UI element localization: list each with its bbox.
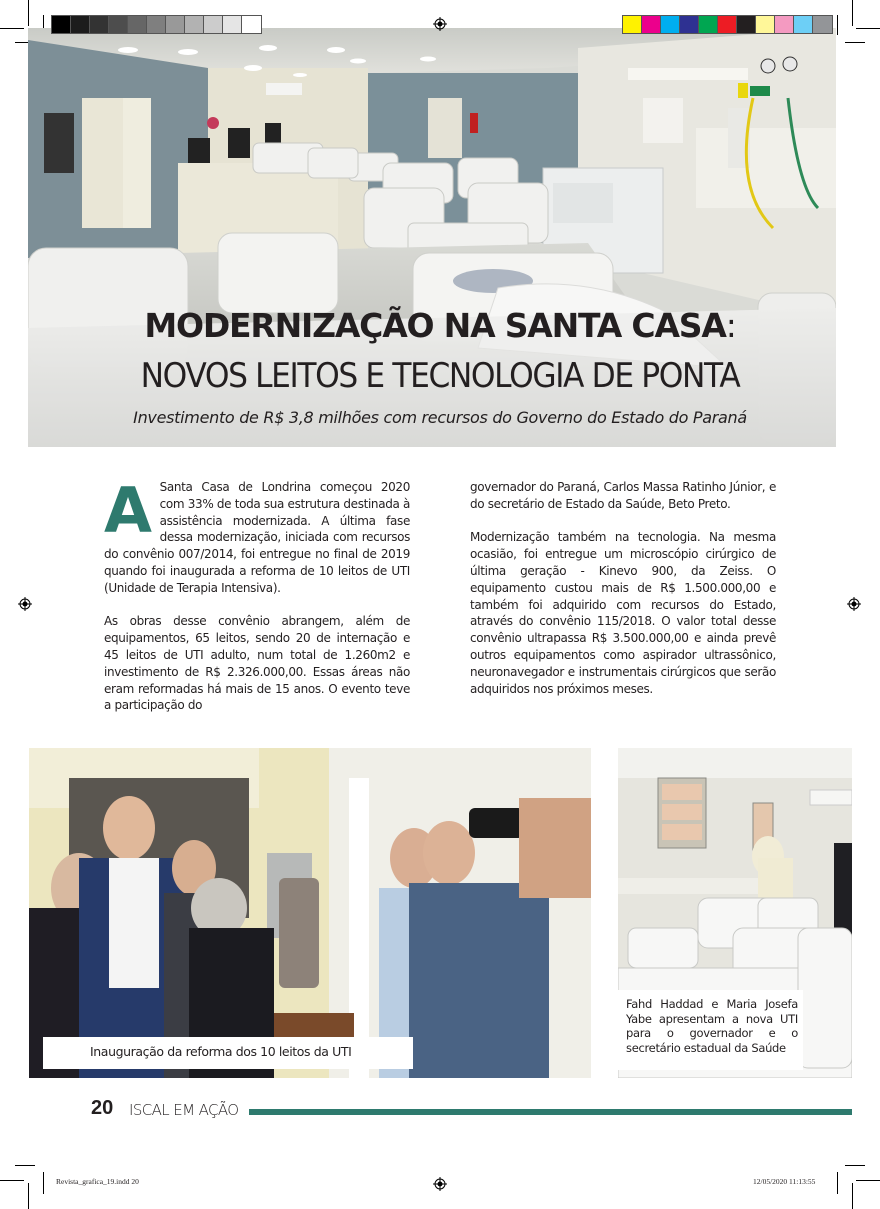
- swatch: [109, 16, 128, 33]
- swatch: [147, 16, 166, 33]
- swatch: [642, 16, 661, 33]
- paragraph: governador do Paraná, Carlos Massa Ratinho Júnior, e do secretário de Estado da Saúde, Beto Preto.: [470, 480, 776, 511]
- swatch: [718, 16, 737, 33]
- registration-mark-icon: [18, 597, 32, 611]
- crop-mark: [852, 1183, 853, 1209]
- page-number: 20: [91, 1097, 114, 1119]
- swatch: [204, 16, 223, 33]
- crop-mark: [845, 42, 865, 43]
- crop-mark: [28, 0, 29, 26]
- swatch: [794, 16, 813, 33]
- crop-mark: [0, 1180, 24, 1181]
- crop-mark: [837, 1172, 838, 1194]
- crop-mark: [28, 1183, 29, 1209]
- inauguration-photo: [29, 748, 591, 1078]
- swatch: [623, 16, 642, 33]
- crop-mark: [0, 28, 24, 29]
- caption-left-box: [43, 1037, 413, 1069]
- crop-mark: [15, 1165, 35, 1166]
- registration-mark-icon: [847, 597, 861, 611]
- footer-accent-rule: [249, 1109, 852, 1115]
- slug-filename: Revista_grafica_19.indd 20: [56, 1177, 139, 1186]
- process-color-bar: [622, 15, 833, 34]
- article-title-colon: :: [725, 306, 736, 345]
- swatch: [661, 16, 680, 33]
- swatch: [242, 16, 261, 33]
- ceremony-illustration: [29, 748, 591, 1078]
- swatch: [52, 16, 71, 33]
- crop-mark: [43, 1172, 44, 1194]
- swatch: [185, 16, 204, 33]
- paragraph: As obras desse convênio abrangem, além de equipamentos, 65 leitos, sendo 20 de internação e 45 leitos de UTI adulto, num total de 1.260m2 e investimento de R$ 2.326.000,00. Essas áreas não eram reformadas há mais de 15 anos. O evento teve a participação do: [104, 614, 410, 713]
- swatch: [813, 16, 832, 33]
- swatch: [756, 16, 775, 33]
- caption-right-box: [618, 990, 803, 1070]
- swatch: [166, 16, 185, 33]
- caption-right: Fahd Haddad e Maria Josefa Yabe apresentam a nova UTI para o governador e o secretário estadual da Saúde: [626, 997, 798, 1055]
- article-title-bold: MODERNIZAÇÃO NA SANTA CASA: [144, 306, 726, 345]
- caption-left: Inauguração da reforma dos 10 leitos da UTI: [90, 1044, 352, 1059]
- crop-mark: [856, 28, 880, 29]
- swatch: [90, 16, 109, 33]
- swatch: [128, 16, 147, 33]
- registration-mark-icon: [433, 17, 447, 31]
- crop-mark: [852, 0, 853, 26]
- article-subtitle: Investimento de R$ 3,8 milhões com recursos do Governo do Estado do Paraná: [133, 408, 747, 427]
- crop-mark: [845, 1165, 865, 1166]
- swatch: [680, 16, 699, 33]
- swatch: [223, 16, 242, 33]
- crop-mark: [856, 1180, 880, 1181]
- article-column-2: [470, 479, 776, 714]
- crop-mark: [837, 15, 838, 35]
- swatch: [699, 16, 718, 33]
- drop-cap: A: [104, 474, 152, 547]
- paragraph: Santa Casa de Londrina começou 2020 com 33% de toda sua estrutura destinada à assistência modernizada. A última fase dessa modernização, iniciada com recursos do convênio 007/2014, foi entregue no final de 2019 quando foi inaugurada a reforma de 10 leitos de UTI (Unidade de Terapia Intensiva).: [104, 480, 410, 595]
- registration-mark-icon: [433, 1177, 447, 1191]
- slug-timestamp: 12/05/2020 11:13:55: [753, 1177, 816, 1186]
- swatch: [71, 16, 90, 33]
- swatch: [775, 16, 794, 33]
- article-title: [0, 306, 880, 345]
- paragraph: Modernização também na tecnologia. Na mesma ocasião, foi entregue um microscópio cirúrgico de última geração - Kinevo 900, da Zeiss. O equipamento custou mais de R$ 1.500.000,00 e também foi adquirido com recursos do Estado, através do convênio 115/2018. O valor total desse convênio ultrapassa R$ 3.500.000,00 e ainda prevê outros equipamentos como aspirador ultrassônico, neuronavegador e instrumentais cirúrgicos que serão adquiridos nos próximos meses.: [470, 530, 776, 696]
- article-title-line2: NOVOS LEITOS E TECNOLOGIA DE PONTA: [140, 356, 740, 396]
- article-column-1: [104, 474, 410, 731]
- swatch: [737, 16, 756, 33]
- grayscale-color-bar: [51, 15, 262, 34]
- magazine-name: ISCAL EM AÇÃO: [129, 1101, 239, 1119]
